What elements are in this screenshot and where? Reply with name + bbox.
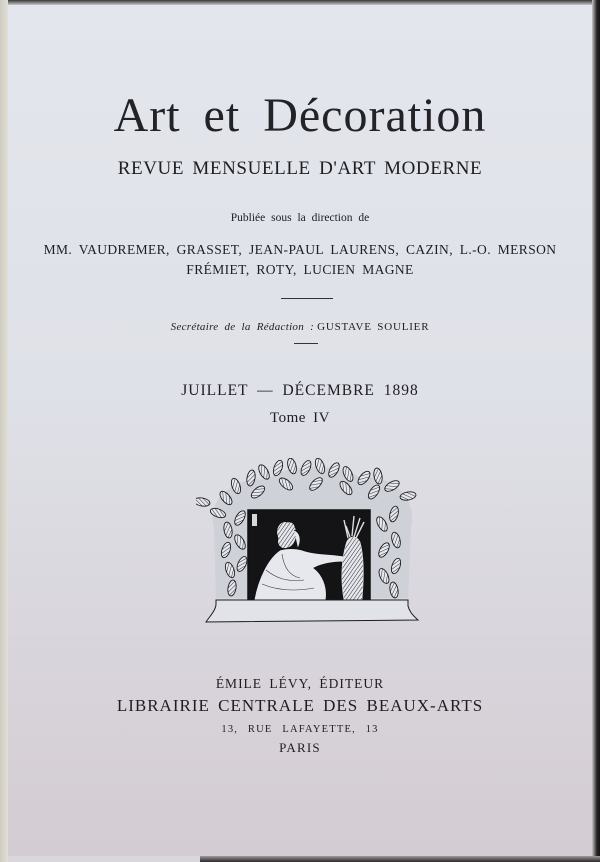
- publisher-city: PARIS: [279, 740, 321, 755]
- divider-rule-short: [294, 343, 318, 344]
- secretary-name: GUSTAVE SOULIER: [317, 321, 430, 333]
- directors-line-1: MM. VAUDREMER, GRASSET, JEAN-PAUL LAURENS, CAZIN, L.-O. MERSON: [43, 242, 557, 257]
- published-under-label: Publiée sous la direction de: [230, 212, 370, 224]
- volume-number: Tome IV: [269, 410, 331, 426]
- journal-subtitle: REVUE MENSUELLE D'ART MODERNE: [117, 158, 483, 179]
- art-nouveau-vignette-illustration: [196, 458, 428, 628]
- publication-period: JUILLET — DÉCEMBRE 1898: [181, 382, 419, 399]
- pedestal-base: [206, 600, 418, 622]
- directors-line-2: FRÉMIET, ROTY, LUCIEN MAGNE: [186, 262, 414, 277]
- publisher-name: ÉMILE LÉVY, ÉDITEUR: [215, 676, 385, 691]
- monogram-mark: [252, 514, 257, 526]
- journal-title: Art et Décoration: [113, 89, 487, 142]
- secretary-label: Secrétaire de la Rédaction :: [170, 321, 315, 333]
- library-name: LIBRAIRIE CENTRALE DES BEAUX-ARTS: [116, 696, 484, 715]
- secretary-line: [0, 321, 600, 333]
- publisher-address: 13, RUE LAFAYETTE, 13: [221, 724, 379, 735]
- page-bottom-edge: [200, 856, 600, 862]
- divider-rule: [281, 298, 333, 299]
